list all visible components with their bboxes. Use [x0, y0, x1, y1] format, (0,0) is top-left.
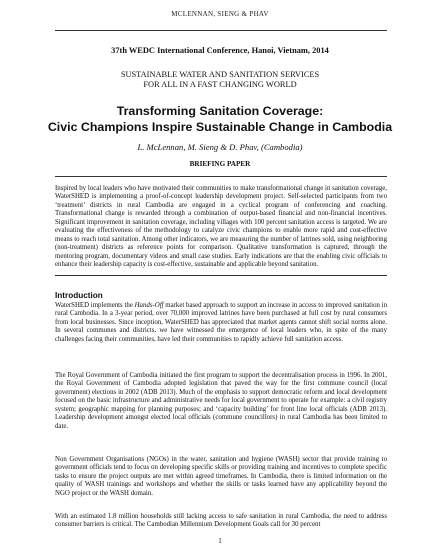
abstract-top-rule — [55, 176, 387, 177]
theme-line-2: FOR ALL IN A FAST CHANGING WORLD — [143, 80, 297, 89]
section-heading-introduction: Introduction — [55, 291, 103, 300]
paper-title — [0, 103, 440, 135]
introduction-paragraph-4: With an estimated 1.8 million households still lacking access to safe sanitation in rural Cambodia, the need to address consumer barriers is critical. The Cambodian Millennium Development Goals call for 30 percent — [55, 513, 387, 529]
running-head: MCLENNAN, SIENG & PHAV — [171, 10, 269, 18]
conference-name: 37th WEDC International Conference, Hanoi, Vietnam, 2014 — [111, 46, 329, 55]
introduction-paragraph-3: Non Government Organisations (NGOs) in the water, sanitation and hygiene (WASH) sector that provide training to government officials tend to focus on developing specific skills or providing training and incentives to complete specific tasks to ensure the project outputs are met within agreed timeframes. In Cambodia, there is limited information on the quality of WASH trainings and workshops and whether the skills or tasks learned have any applicability beyond the NGO project or the WASH domain. — [55, 456, 387, 497]
abstract-bottom-rule — [55, 275, 387, 276]
page-number: 1 — [218, 537, 222, 545]
introduction-paragraph-1 — [55, 302, 387, 344]
title-line-1: Transforming Sanitation Coverage: — [116, 104, 324, 118]
authors: L. McLennan, M. Sieng & D. Phav, (Cambodia) — [137, 142, 303, 152]
theme-line-1: SUSTAINABLE WATER AND SANITATION SERVICES — [120, 70, 320, 79]
abstract: Inspired by local leaders who have motivated their communities to make transformational change in sanitation coverage, WaterSHED is implementing a proof-of-concept leadership development project. Self-selected participants from two ‘treatment’ districts in rural Cambodia are engaged in a cyclical program of conferencing and coaching. Transformational change is rewarded through a combination of output-based financial and non-financial incentives. Significant improvement in sanitation coverage, including villages with 100 percent sanitation access is targeted. We are evaluating the effectiveness of the methodology to catalyze civic champions to enable more rapid and cost-effective means to reach total sanitation. Among other indicators, we are measuring the number of latrines sold, using neighboring (non-treatment) districts as reference points for comparison. Qualitative transformation is captured, through the mentoring program, documentary videos and small case studies. Early indications are that the enabling civic officials to enhance their leadership capacity is cost-effective, sustainable and applicable beyond sanitation. — [55, 185, 387, 269]
p1-text-start: WaterSHED implements the — [55, 302, 135, 309]
p1-text-end: market based approach to support an increase in access to improved sanitation in rural Cambodia. In a 3-year period, over 70,000 improved latrines have been purchased at full cost by rural consumers from local businesses. Since inception, WaterSHED has appreciated that market agents cannot shift social norms alone. In several communes and districts, we have witnessed the emergence of local leaders who, in spite of the many challenges facing their communities, have led their communities to rapidly achieve full sanitation access. — [55, 302, 388, 343]
p1-emphasis: Hands-Off — [134, 302, 164, 309]
title-line-2: Civic Champions Inspire Sustainable Change in Cambodia — [47, 120, 393, 134]
introduction-paragraph-2: The Royal Government of Cambodia initiated the first program to support the decentralisation process in 1996. In 2001, the Royal Government of Cambodia adopted legislation that paved the way for the first commune council (local government) elections in 2002 (ADB 2013). Much of the emphasis to support democratic reform and local development focused on the basic infrastructure and administrative needs for local government to operate for example: a civil registry system; geographic mapping for planning purposes; and ‘capacity building’ for front line local officials (ADB 2013). Leadership development amongst elected local officials (commune councillors) in rural Cambodia has been limited to date. — [55, 372, 387, 430]
conference-theme — [0, 70, 440, 90]
top-rule — [55, 30, 387, 31]
paper-type: BRIEFING PAPER — [189, 160, 251, 168]
